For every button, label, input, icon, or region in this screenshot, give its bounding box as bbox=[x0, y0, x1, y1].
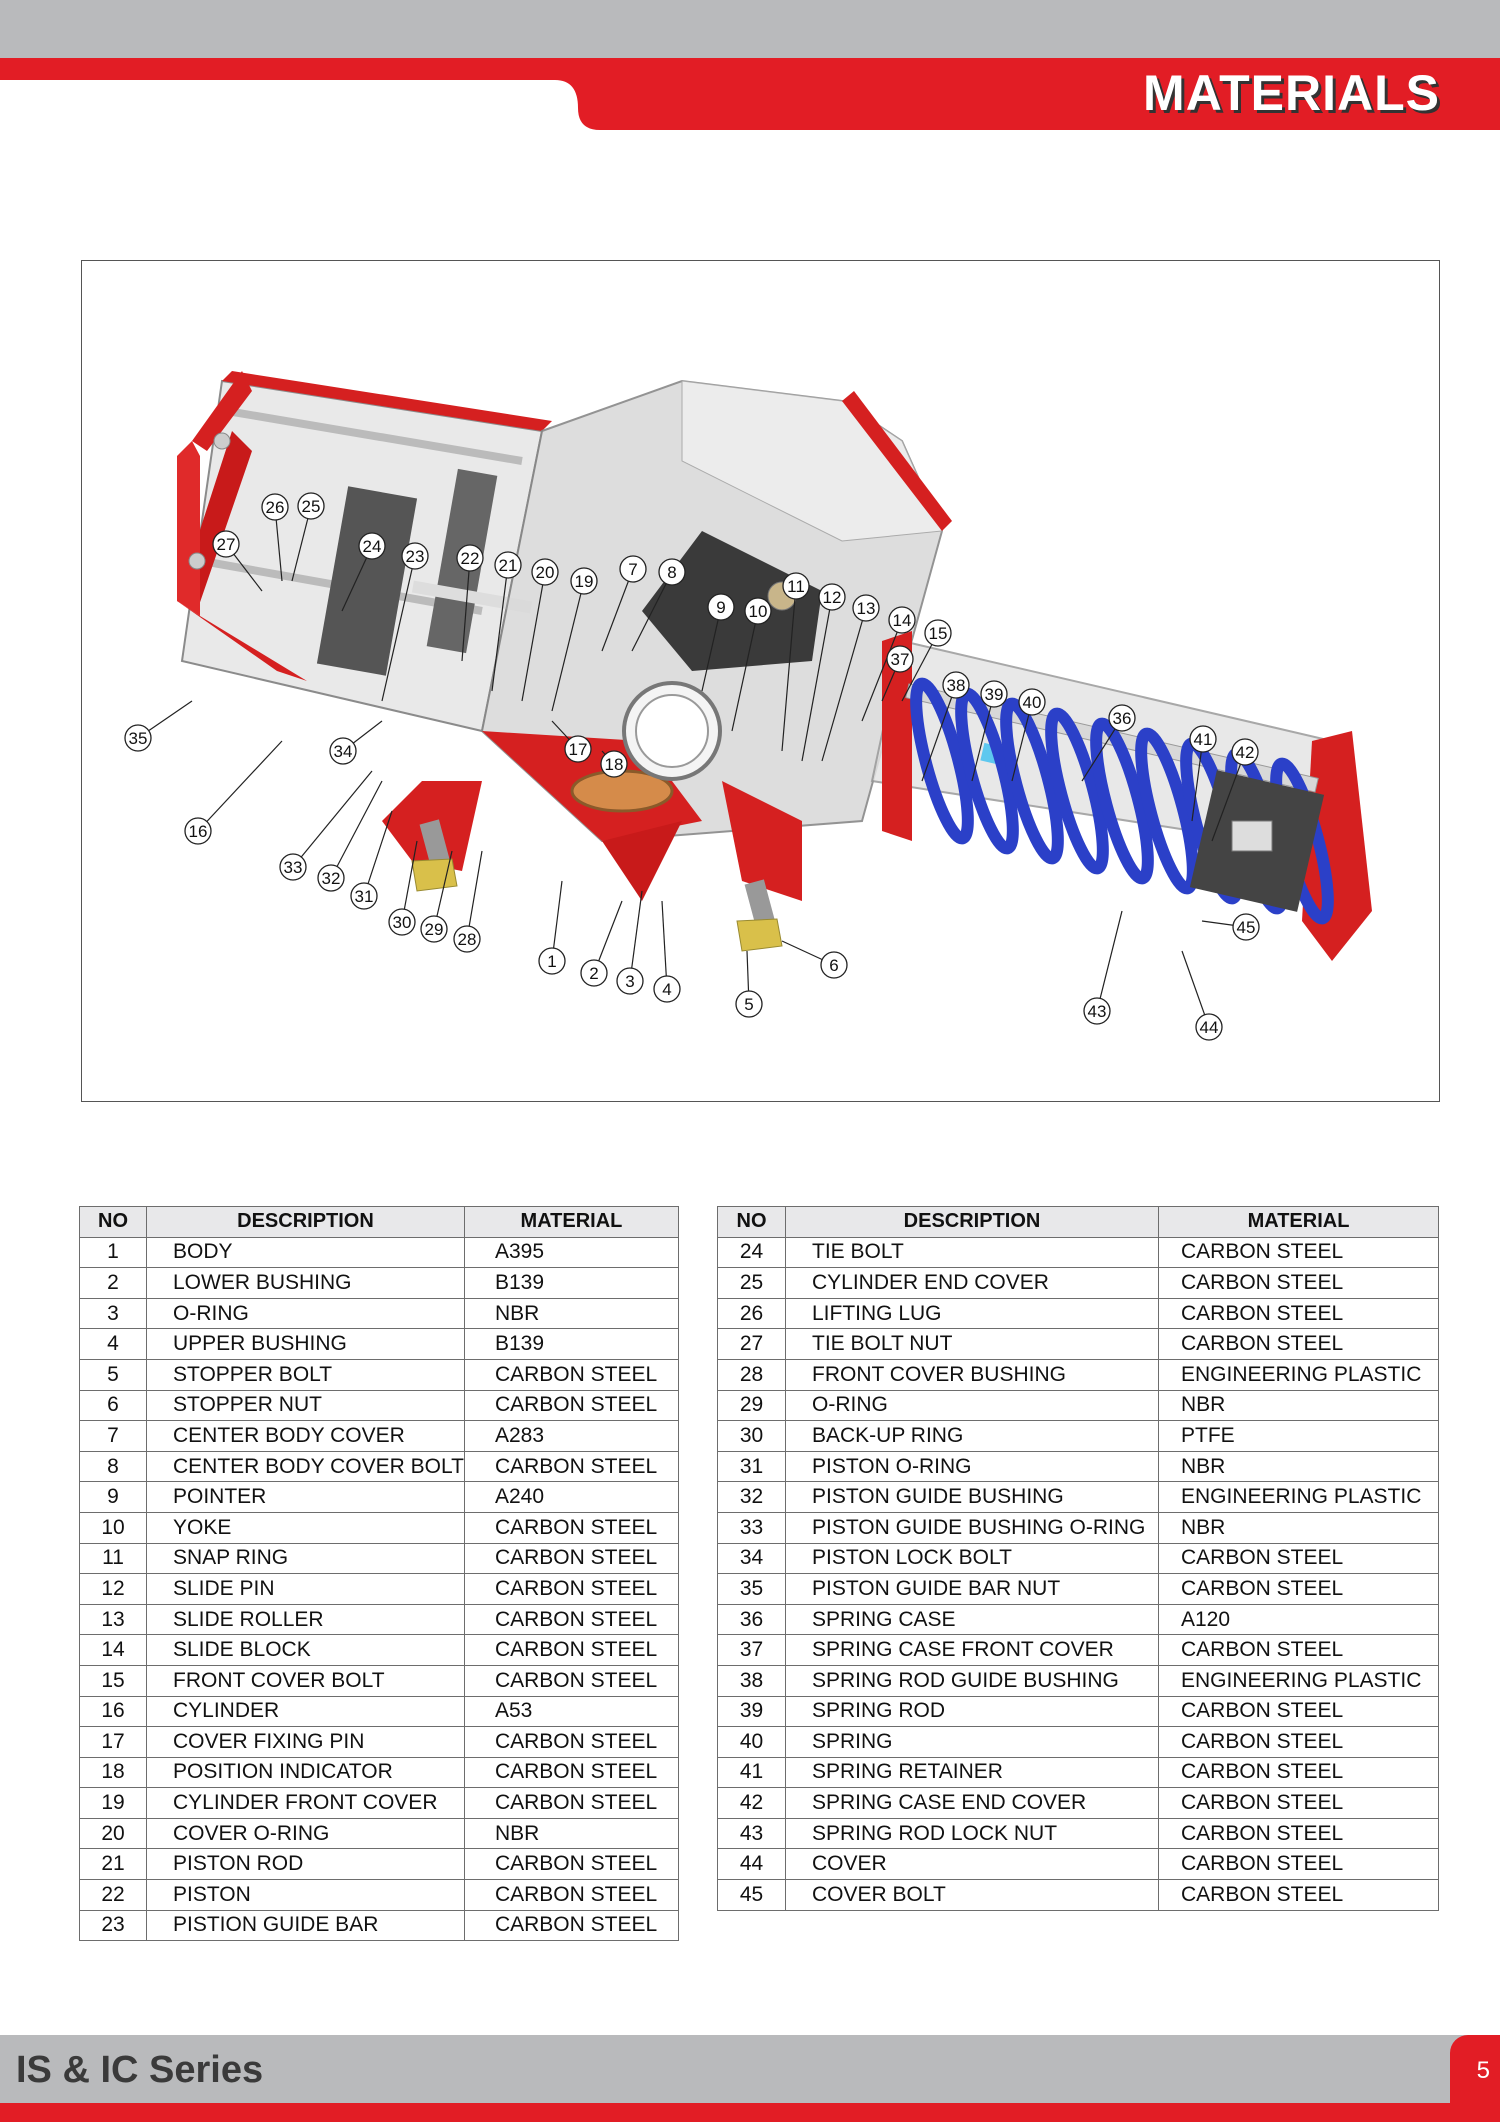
part-description-cell: CYLINDER bbox=[147, 1696, 465, 1727]
part-description-cell: SNAP RING bbox=[147, 1543, 465, 1574]
part-description-cell: SPRING CASE FRONT COVER bbox=[786, 1635, 1159, 1666]
callout-number: 24 bbox=[362, 537, 382, 556]
callout-number: 2 bbox=[589, 964, 599, 983]
part-description-cell: PISTON ROD bbox=[147, 1849, 465, 1880]
table-row bbox=[80, 1482, 679, 1513]
page-number: 5 bbox=[1476, 2057, 1490, 2084]
part-number-cell: 31 bbox=[718, 1451, 786, 1482]
part-material-cell: NBR bbox=[464, 1818, 678, 1849]
part-description-cell: PISTON GUIDE BUSHING O-RING bbox=[786, 1512, 1159, 1543]
part-material-cell: CARBON STEEL bbox=[464, 1512, 678, 1543]
callout-number: 45 bbox=[1236, 918, 1256, 937]
part-material-cell: CARBON STEEL bbox=[464, 1604, 678, 1635]
part-number-cell: 9 bbox=[80, 1482, 147, 1513]
table-row bbox=[718, 1268, 1439, 1299]
table-row bbox=[80, 1696, 679, 1727]
callout-number: 4 bbox=[662, 980, 672, 999]
part-number-cell: 12 bbox=[80, 1574, 147, 1605]
part-material-cell: B139 bbox=[464, 1268, 678, 1299]
part-material-cell: CARBON STEEL bbox=[464, 1635, 678, 1666]
table-row bbox=[80, 1268, 679, 1299]
callout-number: 25 bbox=[301, 497, 321, 516]
part-description-cell: POINTER bbox=[147, 1482, 465, 1513]
part-description-cell: TIE BOLT bbox=[786, 1237, 1159, 1268]
part-number-cell: 32 bbox=[718, 1482, 786, 1513]
part-number-cell: 27 bbox=[718, 1329, 786, 1360]
part-material-cell: ENGINEERING PLASTIC bbox=[1159, 1665, 1439, 1696]
part-description-cell: SLIDE ROLLER bbox=[147, 1604, 465, 1635]
part-number-cell: 3 bbox=[80, 1298, 147, 1329]
part-number-cell: 42 bbox=[718, 1788, 786, 1819]
part-number-cell: 38 bbox=[718, 1665, 786, 1696]
part-material-cell: CARBON STEEL bbox=[1159, 1788, 1439, 1819]
series-title: IS & IC Series bbox=[16, 2049, 264, 2091]
part-description-cell: YOKE bbox=[147, 1512, 465, 1543]
callout-number: 41 bbox=[1193, 730, 1213, 749]
part-number-cell: 21 bbox=[80, 1849, 147, 1880]
part-material-cell: CARBON STEEL bbox=[464, 1727, 678, 1758]
part-number-cell: 36 bbox=[718, 1604, 786, 1635]
table-row bbox=[80, 1421, 679, 1452]
part-description-cell: TIE BOLT NUT bbox=[786, 1329, 1159, 1360]
part-description-cell: SPRING ROD bbox=[786, 1696, 1159, 1727]
part-number-cell: 24 bbox=[718, 1237, 786, 1268]
table-row bbox=[718, 1359, 1439, 1390]
part-description-cell: PISTON LOCK BOLT bbox=[786, 1543, 1159, 1574]
table-row bbox=[80, 1910, 679, 1941]
footer-red-band bbox=[0, 2103, 1500, 2122]
table-row bbox=[718, 1849, 1439, 1880]
part-material-cell: CARBON STEEL bbox=[464, 1788, 678, 1819]
callout-number: 16 bbox=[188, 822, 208, 841]
callout-number: 19 bbox=[574, 572, 594, 591]
part-description-cell: SLIDE PIN bbox=[147, 1574, 465, 1605]
callout-number: 28 bbox=[457, 930, 477, 949]
col-header-description: DESCRIPTION bbox=[147, 1207, 465, 1238]
part-material-cell: CARBON STEEL bbox=[1159, 1635, 1439, 1666]
part-number-cell: 41 bbox=[718, 1757, 786, 1788]
page-number-tab bbox=[1450, 2035, 1500, 2110]
part-description-cell: SPRING ROD LOCK NUT bbox=[786, 1818, 1159, 1849]
part-material-cell: CARBON STEEL bbox=[464, 1543, 678, 1574]
callout-number: 34 bbox=[333, 742, 353, 761]
col-header-no: NO bbox=[80, 1207, 147, 1238]
part-number-cell: 18 bbox=[80, 1757, 147, 1788]
table-row bbox=[718, 1727, 1439, 1758]
part-material-cell: CARBON STEEL bbox=[464, 1880, 678, 1911]
part-number-cell: 1 bbox=[80, 1237, 147, 1268]
part-description-cell: BACK-UP RING bbox=[786, 1421, 1159, 1452]
col-header-material: MATERIAL bbox=[464, 1207, 678, 1238]
part-description-cell: COVER O-RING bbox=[147, 1818, 465, 1849]
part-description-cell: CYLINDER FRONT COVER bbox=[147, 1788, 465, 1819]
part-number-cell: 2 bbox=[80, 1268, 147, 1299]
table-row bbox=[80, 1818, 679, 1849]
materials-table-right bbox=[717, 1206, 1439, 1911]
table-row bbox=[80, 1727, 679, 1758]
table-row bbox=[80, 1880, 679, 1911]
part-material-cell: CARBON STEEL bbox=[1159, 1880, 1439, 1911]
callout-number: 37 bbox=[890, 650, 910, 669]
part-number-cell: 19 bbox=[80, 1788, 147, 1819]
part-material-cell: CARBON STEEL bbox=[464, 1665, 678, 1696]
part-number-cell: 23 bbox=[80, 1910, 147, 1941]
part-material-cell: A53 bbox=[464, 1696, 678, 1727]
callout-number: 43 bbox=[1087, 1002, 1107, 1021]
part-material-cell: CARBON STEEL bbox=[464, 1574, 678, 1605]
part-material-cell: CARBON STEEL bbox=[1159, 1727, 1439, 1758]
part-description-cell: FRONT COVER BOLT bbox=[147, 1665, 465, 1696]
table-row bbox=[80, 1390, 679, 1421]
part-description-cell: PISTON GUIDE BUSHING bbox=[786, 1482, 1159, 1513]
callout-number: 23 bbox=[405, 547, 425, 566]
part-description-cell: O-RING bbox=[147, 1298, 465, 1329]
part-material-cell: A120 bbox=[1159, 1604, 1439, 1635]
part-number-cell: 13 bbox=[80, 1604, 147, 1635]
callout-leader-line bbox=[293, 771, 372, 867]
callout-leader-line bbox=[198, 741, 282, 831]
callout-number: 6 bbox=[829, 956, 839, 975]
part-description-cell: CYLINDER END COVER bbox=[786, 1268, 1159, 1299]
part-number-cell: 35 bbox=[718, 1574, 786, 1605]
callout-number: 7 bbox=[628, 560, 638, 579]
table-row bbox=[80, 1665, 679, 1696]
part-material-cell: CARBON STEEL bbox=[1159, 1329, 1439, 1360]
table-row bbox=[718, 1818, 1439, 1849]
table-header-row bbox=[718, 1207, 1439, 1238]
col-header-description: DESCRIPTION bbox=[786, 1207, 1159, 1238]
callout-number: 35 bbox=[128, 729, 148, 748]
part-material-cell: NBR bbox=[1159, 1512, 1439, 1543]
callout-number: 20 bbox=[535, 563, 555, 582]
table-row bbox=[80, 1237, 679, 1268]
table-row bbox=[718, 1390, 1439, 1421]
part-material-cell: CARBON STEEL bbox=[1159, 1237, 1439, 1268]
part-description-cell: SPRING RETAINER bbox=[786, 1757, 1159, 1788]
part-material-cell: CARBON STEEL bbox=[1159, 1268, 1439, 1299]
callout-number: 33 bbox=[283, 858, 303, 877]
table-row bbox=[80, 1329, 679, 1360]
materials-table-left bbox=[79, 1206, 679, 1941]
callout-number: 11 bbox=[787, 577, 805, 596]
part-number-cell: 8 bbox=[80, 1451, 147, 1482]
part-material-cell: CARBON STEEL bbox=[464, 1757, 678, 1788]
part-description-cell: SPRING CASE END COVER bbox=[786, 1788, 1159, 1819]
part-material-cell: B139 bbox=[464, 1329, 678, 1360]
part-description-cell: STOPPER BOLT bbox=[147, 1359, 465, 1390]
table-row bbox=[80, 1757, 679, 1788]
part-number-cell: 5 bbox=[80, 1359, 147, 1390]
part-description-cell: STOPPER NUT bbox=[147, 1390, 465, 1421]
col-header-no: NO bbox=[718, 1207, 786, 1238]
part-description-cell: CENTER BODY COVER BOLT bbox=[147, 1451, 465, 1482]
part-number-cell: 17 bbox=[80, 1727, 147, 1758]
part-number-cell: 14 bbox=[80, 1635, 147, 1666]
table-row bbox=[80, 1788, 679, 1819]
table-row bbox=[718, 1757, 1439, 1788]
table-row bbox=[718, 1298, 1439, 1329]
part-description-cell: SPRING CASE bbox=[786, 1604, 1159, 1635]
part-number-cell: 7 bbox=[80, 1421, 147, 1452]
callout-number: 1 bbox=[547, 952, 557, 971]
part-material-cell: CARBON STEEL bbox=[464, 1451, 678, 1482]
part-description-cell: O-RING bbox=[786, 1390, 1159, 1421]
part-material-cell: CARBON STEEL bbox=[464, 1910, 678, 1941]
part-material-cell: NBR bbox=[1159, 1390, 1439, 1421]
header-gray-band bbox=[0, 0, 1500, 58]
table-row bbox=[718, 1512, 1439, 1543]
part-material-cell: NBR bbox=[1159, 1451, 1439, 1482]
callout-number: 29 bbox=[424, 920, 444, 939]
part-number-cell: 25 bbox=[718, 1268, 786, 1299]
callout-number: 3 bbox=[625, 972, 635, 991]
callout-number: 39 bbox=[984, 685, 1004, 704]
part-description-cell: POSITION INDICATOR bbox=[147, 1757, 465, 1788]
part-description-cell: PISTON bbox=[147, 1880, 465, 1911]
part-description-cell: UPPER BUSHING bbox=[147, 1329, 465, 1360]
page-title: MATERIALS bbox=[1143, 65, 1440, 121]
part-description-cell: LIFTING LUG bbox=[786, 1298, 1159, 1329]
part-description-cell: COVER FIXING PIN bbox=[147, 1727, 465, 1758]
table-row bbox=[80, 1512, 679, 1543]
part-number-cell: 16 bbox=[80, 1696, 147, 1727]
callout-number: 15 bbox=[928, 624, 948, 643]
table-row bbox=[718, 1788, 1439, 1819]
callout-number: 27 bbox=[216, 535, 236, 554]
table-row bbox=[718, 1329, 1439, 1360]
part-number-cell: 45 bbox=[718, 1880, 786, 1911]
table-row bbox=[718, 1237, 1439, 1268]
part-description-cell: LOWER BUSHING bbox=[147, 1268, 465, 1299]
actuator-illustration bbox=[82, 261, 1439, 1101]
part-number-cell: 43 bbox=[718, 1818, 786, 1849]
part-material-cell: CARBON STEEL bbox=[1159, 1818, 1439, 1849]
part-material-cell: CARBON STEEL bbox=[1159, 1757, 1439, 1788]
part-number-cell: 34 bbox=[718, 1543, 786, 1574]
col-header-material: MATERIAL bbox=[1159, 1207, 1439, 1238]
part-material-cell: CARBON STEEL bbox=[464, 1359, 678, 1390]
callout-number: 8 bbox=[667, 563, 677, 582]
callout-number: 40 bbox=[1022, 693, 1042, 712]
callout-number: 13 bbox=[856, 599, 876, 618]
table-row bbox=[80, 1849, 679, 1880]
callout-number: 9 bbox=[716, 598, 726, 617]
callout-number: 42 bbox=[1235, 743, 1255, 762]
table-row bbox=[80, 1359, 679, 1390]
callout-number: 5 bbox=[744, 995, 754, 1014]
part-description-cell: SLIDE BLOCK bbox=[147, 1635, 465, 1666]
part-material-cell: ENGINEERING PLASTIC bbox=[1159, 1359, 1439, 1390]
table-row bbox=[718, 1421, 1439, 1452]
part-number-cell: 28 bbox=[718, 1359, 786, 1390]
part-number-cell: 22 bbox=[80, 1880, 147, 1911]
table-row bbox=[718, 1574, 1439, 1605]
part-description-cell: BODY bbox=[147, 1237, 465, 1268]
callout-number: 30 bbox=[392, 913, 412, 932]
part-material-cell: CARBON STEEL bbox=[1159, 1543, 1439, 1574]
part-description-cell: SPRING ROD GUIDE BUSHING bbox=[786, 1665, 1159, 1696]
callout-number: 26 bbox=[265, 498, 285, 517]
callout-number: 31 bbox=[354, 887, 374, 906]
part-number-cell: 15 bbox=[80, 1665, 147, 1696]
part-description-cell: PISTON O-RING bbox=[786, 1451, 1159, 1482]
part-description-cell: CENTER BODY COVER bbox=[147, 1421, 465, 1452]
part-material-cell: CARBON STEEL bbox=[1159, 1849, 1439, 1880]
part-description-cell: COVER bbox=[786, 1849, 1159, 1880]
part-number-cell: 4 bbox=[80, 1329, 147, 1360]
part-number-cell: 26 bbox=[718, 1298, 786, 1329]
callout-number: 44 bbox=[1199, 1018, 1219, 1037]
part-material-cell: CARBON STEEL bbox=[464, 1390, 678, 1421]
table-row bbox=[80, 1298, 679, 1329]
callout-number: 36 bbox=[1112, 709, 1132, 728]
table-row bbox=[718, 1880, 1439, 1911]
table-row bbox=[80, 1543, 679, 1574]
callout-leader-line bbox=[1097, 911, 1122, 1011]
part-material-cell: A283 bbox=[464, 1421, 678, 1452]
part-number-cell: 29 bbox=[718, 1390, 786, 1421]
table-row bbox=[80, 1604, 679, 1635]
callout-number: 18 bbox=[604, 755, 624, 774]
actuator-cutaway-diagram bbox=[81, 260, 1440, 1102]
table-row bbox=[718, 1635, 1439, 1666]
table-row bbox=[80, 1635, 679, 1666]
table-row bbox=[80, 1451, 679, 1482]
callout-number: 32 bbox=[321, 869, 341, 888]
part-number-cell: 10 bbox=[80, 1512, 147, 1543]
part-material-cell: A395 bbox=[464, 1237, 678, 1268]
part-material-cell: CARBON STEEL bbox=[1159, 1298, 1439, 1329]
callout-number: 14 bbox=[892, 611, 912, 630]
part-description-cell: PISTON GUIDE BAR NUT bbox=[786, 1574, 1159, 1605]
part-number-cell: 6 bbox=[80, 1390, 147, 1421]
callout-number: 22 bbox=[460, 549, 480, 568]
part-number-cell: 40 bbox=[718, 1727, 786, 1758]
part-number-cell: 39 bbox=[718, 1696, 786, 1727]
part-description-cell: SPRING bbox=[786, 1727, 1159, 1758]
callout-number: 12 bbox=[822, 588, 842, 607]
part-number-cell: 20 bbox=[80, 1818, 147, 1849]
callout-number: 17 bbox=[568, 740, 588, 759]
callout-number: 10 bbox=[748, 602, 768, 621]
part-material-cell: CARBON STEEL bbox=[1159, 1696, 1439, 1727]
callout-number: 21 bbox=[498, 556, 518, 575]
table-row bbox=[718, 1451, 1439, 1482]
part-description-cell: PISTION GUIDE BAR bbox=[147, 1910, 465, 1941]
table-header-row bbox=[80, 1207, 679, 1238]
part-material-cell: CARBON STEEL bbox=[1159, 1574, 1439, 1605]
part-material-cell: CARBON STEEL bbox=[464, 1849, 678, 1880]
part-number-cell: 37 bbox=[718, 1635, 786, 1666]
part-number-cell: 33 bbox=[718, 1512, 786, 1543]
part-description-cell: COVER BOLT bbox=[786, 1880, 1159, 1911]
part-material-cell: ENGINEERING PLASTIC bbox=[1159, 1482, 1439, 1513]
part-material-cell: PTFE bbox=[1159, 1421, 1439, 1452]
part-material-cell: NBR bbox=[464, 1298, 678, 1329]
table-row bbox=[718, 1665, 1439, 1696]
table-row bbox=[718, 1482, 1439, 1513]
part-number-cell: 44 bbox=[718, 1849, 786, 1880]
part-description-cell: FRONT COVER BUSHING bbox=[786, 1359, 1159, 1390]
part-number-cell: 30 bbox=[718, 1421, 786, 1452]
table-row bbox=[718, 1543, 1439, 1574]
part-material-cell: A240 bbox=[464, 1482, 678, 1513]
callout-number: 38 bbox=[946, 676, 966, 695]
table-row bbox=[80, 1574, 679, 1605]
table-row bbox=[718, 1696, 1439, 1727]
table-row bbox=[718, 1604, 1439, 1635]
part-number-cell: 11 bbox=[80, 1543, 147, 1574]
